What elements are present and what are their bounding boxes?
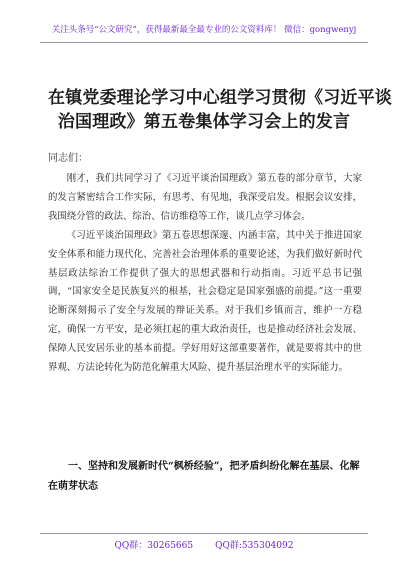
- title-line-1: 在镇党委理论学习中心组学习贯彻《习近平谈: [48, 88, 392, 108]
- paragraph-1: 刚才，我们共同学习了《习近平谈治国理政》第五卷的部分章节，大家的发言紧密结合工作实际，有思考、有见地，我深受启发。根据会议安排，我围绕分管的政法、综治、信访维稳等工作，谈几点学习体会。: [48, 173, 362, 222]
- footer-divider: [40, 533, 368, 534]
- document-title: [48, 86, 392, 134]
- header-promo-note: 关注头条号“公文研究”，获得最新最全最专业的公文资料库！ 微信：gongwenyj: [51, 25, 357, 35]
- footer-qq-group-1: QQ群：30265665: [114, 541, 194, 551]
- paragraph-2: 《习近平谈治国理政》第五卷思想深邃、内涵丰富，其中关于推进国家安全体系和能力现代化、完善社会治理体系的重要论述，为我们做好新时代基层政法综治工作提供了强大的思想武器和行动指南。习近平总书记强调，“国家安全是民族复兴的根基，社会稳定是国家强盛的前提。”这一重要论断深刻揭示了安全与发展的辩证关系。对于我们乡镇而言，维护一方稳定，确保一方平安，是必须扛起的重大政治责任，也是推动经济社会发展、保障人民安居乐业的基本前提。学好用好这部重要著作，就是要将其中的世界观、方法论转化为防范化解重大风险、提升基层治理水平的实际能力。: [48, 229, 362, 374]
- header-divider: [40, 42, 368, 43]
- body-text: [48, 170, 362, 378]
- salutation: 同志们：: [48, 153, 88, 164]
- title-line-2: 治国理政》第五卷集体学习会上的发言: [57, 112, 351, 132]
- section-heading-1: 一、坚持和发展新时代“枫桥经验”，把矛盾纠纷化解在基层、化解在萌芽状态: [48, 461, 360, 492]
- footer-contact: [0, 538, 408, 551]
- footer-qq-group-2: QQ群:535304092: [215, 541, 294, 551]
